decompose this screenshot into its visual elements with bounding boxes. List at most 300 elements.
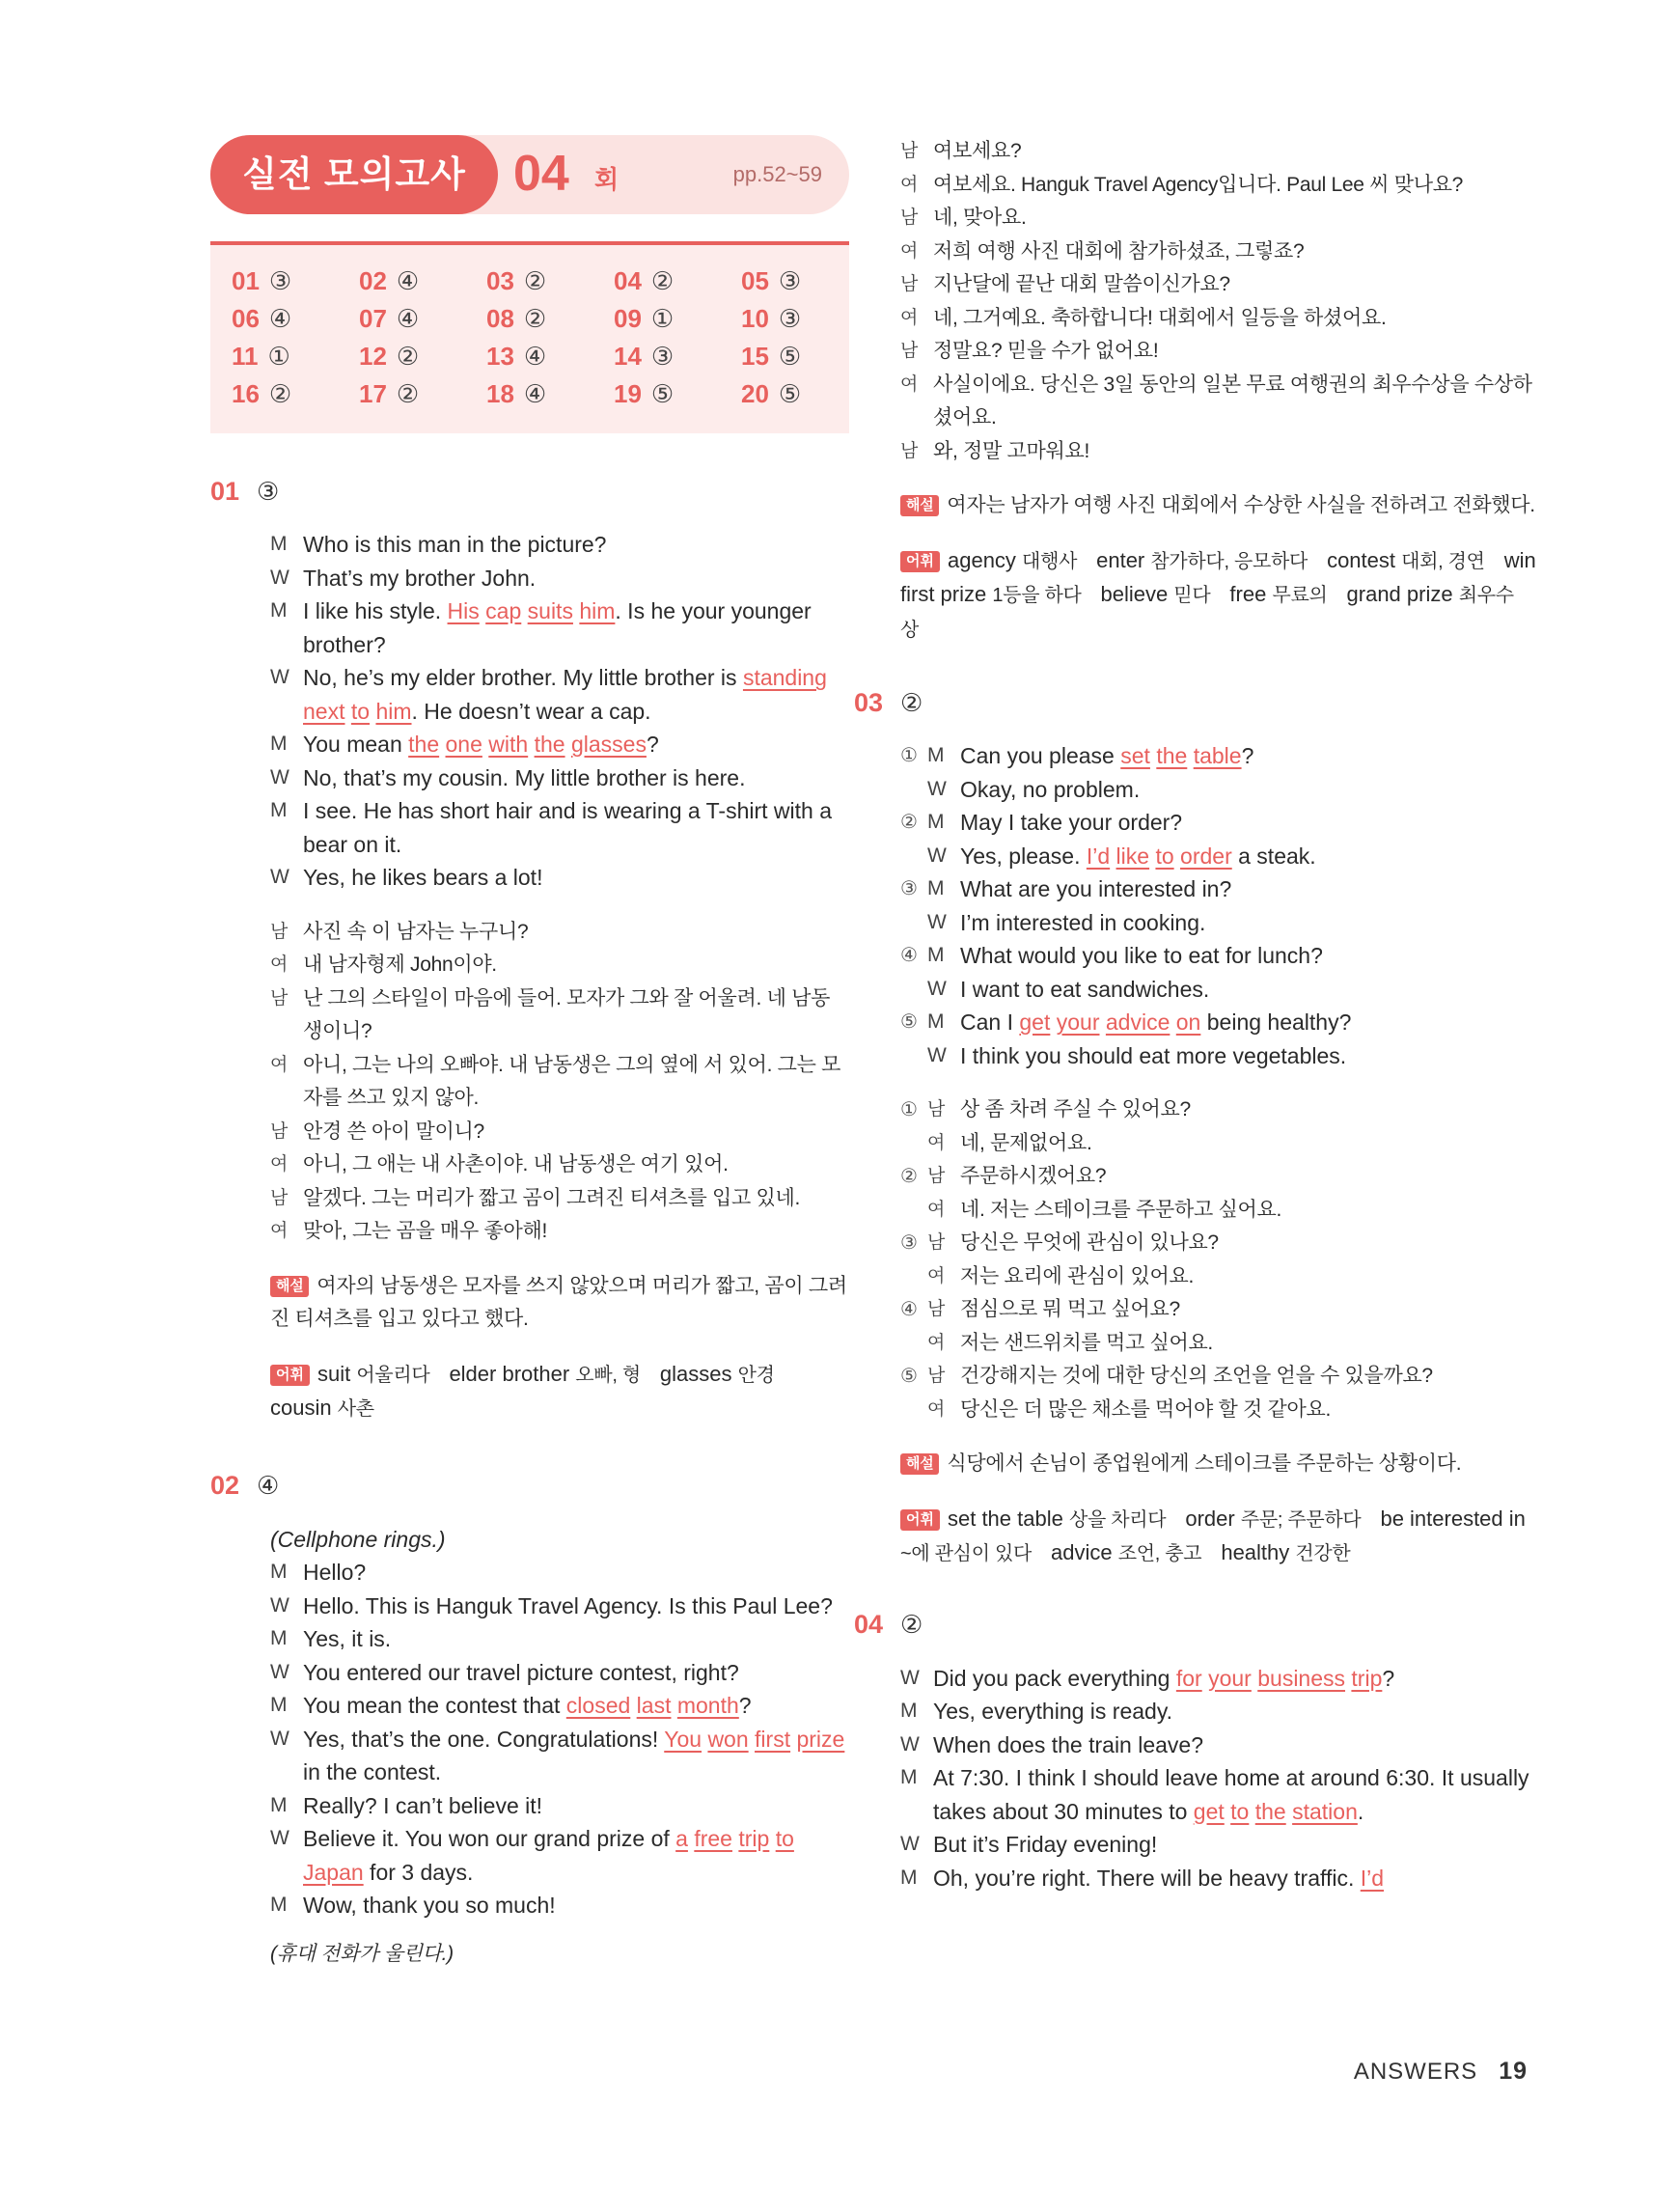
answer-key-number: 08 [486,304,514,333]
question-02-translation [900,135,1537,647]
dialogue-text: Did you pack everything for your business trip? [933,1665,1395,1691]
option-number [900,1127,927,1161]
blank-answer: the [1156,743,1188,768]
speaker-label: 남 [900,274,919,294]
vocabulary-tag: 어휘 [900,1509,940,1531]
translation-text: 난 그의 스타일이 마음에 들어. 모자가 그와 잘 어울려. 네 남동생이니? [303,986,831,1042]
dialogue-line [900,1862,1537,1895]
blank-answer: to [1155,843,1174,869]
translation-line [900,202,1537,235]
vocabulary [900,1503,1537,1571]
spacer [900,1426,1537,1448]
speaker-label: 남 [900,341,919,361]
translation-line [270,1182,847,1216]
option-translation-line [900,1327,1537,1361]
question-03-section [854,681,1537,1571]
dialogue-text: Yes, it is. [303,1626,392,1651]
answer-key-number: 13 [486,342,514,371]
vocab-meaning: 사촌 [337,1398,374,1420]
speaker-label: 여 [927,1332,946,1353]
option-translation-line [900,1227,1537,1260]
speaker-label: M [270,1793,288,1816]
answer-key-item [741,342,868,379]
option-number [900,1194,927,1228]
vocab-meaning: 무료의 [1272,585,1328,606]
speaker-label: W [270,1593,289,1617]
answer-key-number: 04 [614,266,642,295]
dialogue-line [270,661,847,728]
translation-text: 안경 쓴 아이 말이니? [303,1120,484,1143]
question-header [854,681,1537,724]
vocab-word: set the table [947,1506,1069,1531]
translation-line [900,302,1537,336]
option-translation-line [900,1194,1537,1228]
dialogue-line [270,1789,847,1823]
dialogue-text: No, that’s my cousin. My little brother is here. [303,764,746,790]
answer-key-item [232,304,359,342]
question-01-body [270,512,847,1426]
answer-key-choice: ② [396,342,420,371]
option-translation-line [900,1360,1537,1394]
dialogue-text: What are you interested in? [960,876,1232,901]
question-answer: ② [900,687,923,717]
option-number [900,773,927,807]
blank-answer: the [408,732,440,757]
dialogue-text: I see. He has short hair and is wearing a T-shirt with a bear on it. [303,798,833,857]
speaker-label: M [927,744,945,766]
vocab-meaning: 믿다 [1173,585,1211,606]
answer-key-number: 18 [486,379,514,408]
vocab-meaning: 대회, 경연 [1401,550,1485,572]
blank-answer: the [1254,1798,1286,1824]
blank-answer: table [1193,743,1242,768]
answer-key-item [741,266,868,304]
translation-text: 주문하시겠어요? [960,1165,1107,1187]
option-line [900,906,1537,940]
question-01-section [210,470,847,1426]
translation-line [270,1215,847,1249]
speaker-label: M [270,1627,288,1649]
speaker-label: 여 [270,954,289,975]
option-number: ① [900,1099,918,1120]
translation-text: 내 남자형제 John이야. [303,954,497,976]
dialogue-text: Really? I can’t believe it! [303,1792,543,1818]
answer-key-number: 20 [741,379,769,408]
speaker-label: M [927,811,945,833]
blank-answer: get [1019,1009,1051,1035]
translation-line [270,1148,847,1182]
speaker-label: W [270,666,289,688]
option-line [900,973,1537,1007]
speaker-label: M [270,1894,288,1916]
option-number: ⑤ [900,1011,918,1033]
translation-text: 와, 정말 고마워요! [933,439,1090,462]
blank-answer: order [1180,843,1232,869]
translation-text: 여보세요. Hanguk Travel Agency입니다. Paul Lee 씨 맞나요? [933,173,1464,196]
answer-key-item [614,342,741,379]
answer-key-number: 01 [232,266,260,295]
dialogue-text: No, he’s my elder brother. My little brother is standing next to him. He doesn’t wear a cap. [303,665,827,724]
answer-key-choice: ③ [778,266,802,295]
answer-key-item [741,379,868,417]
answer-key-number: 06 [232,304,260,333]
speaker-label: W [270,765,289,788]
blank-answer: I’d [1086,843,1111,869]
dialogue-line [270,1822,847,1889]
answer-key-item [486,266,614,304]
dialogue-text: At 7:30. I think I should leave home at around 6:30. It usually takes about 30 minutes to get to the station. [933,1765,1529,1824]
blank-answer: trip [1351,1665,1383,1691]
answer-key-item [614,379,741,417]
speaker-label: 여 [900,373,919,395]
translation-text: 네, 그거예요. 축하합니다! 대회에서 일등을 하셨어요. [933,306,1387,329]
dialogue-text: Who is this man in the picture? [303,532,607,557]
translation-line [270,1049,847,1116]
spacer [900,1072,1537,1093]
test-number-suffix: 회 [594,165,620,194]
translation-line [900,268,1537,302]
option-translation-line [900,1160,1537,1194]
speaker-label: 남 [927,1299,946,1319]
dialogue-text: Hello. This is Hanguk Travel Agency. Is this Paul Lee? [303,1592,833,1618]
dialogue-text: Believe it. You won our grand prize of a free trip to Japan for 3 days. [303,1826,794,1885]
blank-answer: trip [738,1826,770,1851]
dialogue-line [270,528,847,562]
dialogue-text: You entered our travel picture contest, right? [303,1659,739,1685]
speaker-label: 남 [900,440,919,461]
answer-key-number: 12 [359,342,387,371]
spacer [900,523,1537,544]
blank-answer: free [694,1826,732,1851]
option-translation-line [900,1260,1537,1294]
vocab-meaning: ~에 관심이 있다 [900,1543,1033,1564]
stage-direction-translation [270,1938,847,1972]
translation-text: 네, 맞아요. [933,207,1027,229]
answer-key-number: 19 [614,379,642,408]
question-header [210,470,847,512]
answer-key-choice: ② [396,379,420,408]
answer-key-item [359,379,486,417]
option-line [900,872,1537,906]
translation-text: 지난달에 끝난 대회 말씀이신가요? [933,273,1230,295]
spacer [900,1646,1537,1662]
answer-key-choice: ④ [396,304,420,333]
blank-answer: first [755,1726,791,1752]
vocab-meaning: 조언, 충고 [1117,1543,1202,1564]
speaker-label: 남 [270,921,289,942]
blank-answer: like [1115,843,1150,869]
translation-line [900,169,1537,203]
dialogue-text: Wow, thank you so much! [303,1893,556,1918]
vocabulary [270,1358,847,1426]
stage-direction: (Cellphone rings.) [270,1526,446,1552]
speaker-label: 남 [900,207,919,228]
test-number: 04 [513,146,569,202]
blank-answer: glasses [570,732,647,757]
spacer [900,1481,1537,1503]
translation-line [900,435,1537,469]
translation-text: 알겠다. 그는 머리가 짧고 곰이 그려진 티셔츠를 입고 있네. [303,1186,801,1209]
vocab-meaning: 상을 차리다 [1068,1508,1167,1531]
left-column [210,135,847,1971]
explanation [270,1270,847,1337]
vocab-meaning: 1등을 하다 [992,585,1082,606]
translation-line [270,1116,847,1149]
answer-key-item [486,379,614,417]
answer-key-choice: ④ [268,304,292,333]
explanation [900,1448,1537,1481]
footer-label: ANSWERS [1353,2059,1478,2085]
spacer [270,1337,847,1358]
answer-key-choice: ⑤ [778,342,802,371]
translation-text: 상 좀 차려 주실 수 있어요? [960,1098,1191,1120]
blank-answer: cap [485,598,522,623]
answer-key-item [486,304,614,342]
vocabulary [900,544,1537,648]
answer-key-number: 15 [741,342,769,371]
blank-answer: prize [796,1726,845,1752]
vocab-word: contest [1327,547,1402,572]
option-number: ④ [900,1299,918,1320]
answer-key-choice: ③ [650,342,675,371]
blank-answer: your [1208,1665,1252,1691]
answer-key-choice: ② [268,379,292,408]
translation-line [270,916,847,950]
question-number: 01 [210,476,240,506]
dialogue-text: Yes, he likes bears a lot! [303,865,543,890]
explanation-text: 식당에서 손님이 종업원에게 스테이크를 주문하는 상황이다. [947,1452,1462,1475]
answer-key-item [359,342,486,379]
dialogue-text: I’m interested in cooking. [960,909,1206,935]
translation-text: 저는 샌드위치를 먹고 싶어요. [960,1331,1213,1354]
right-column [854,135,1537,1894]
answer-key-number: 09 [614,304,642,333]
option-number: ④ [900,945,918,966]
explanation-tag: 해설 [900,1453,939,1475]
blank-answer: to [350,698,371,724]
blank-answer: on [1175,1009,1201,1035]
explanation-text: 여자의 남동생은 모자를 쓰지 않았으며 머리가 짧고, 곰이 그려진 티셔츠를 입고 있다고 했다. [270,1274,847,1330]
answer-key-number: 14 [614,342,642,371]
blank-answer: month [676,1693,739,1718]
answer-key-number: 03 [486,266,514,295]
blank-answer: him [375,698,412,724]
translation-text: 건강해지는 것에 대한 당신의 조언을 얻을 수 있을까요? [960,1365,1433,1387]
dialogue-line [270,861,847,895]
blank-answer: You [664,1726,702,1752]
dialogue-line [270,1723,847,1789]
translation-text: 점심으로 뭐 먹고 싶어요? [960,1298,1180,1320]
translation-text: 여보세요? [933,140,1022,162]
dialogue-text: But it’s Friday evening! [933,1832,1158,1857]
translation-text: 정말요? 믿을 수가 없어요! [933,340,1159,362]
speaker-label: M [270,799,288,821]
vocab-meaning: 오빠, 형 [575,1364,641,1386]
translation-text: 아니, 그는 나의 오빠야. 내 남동생은 그의 옆에 서 있어. 그는 모자를 쓰고 있지 않아. [303,1053,841,1109]
dialogue-line [270,1556,847,1590]
blank-answer: business [1257,1665,1346,1691]
page-footer [1354,2058,1528,2086]
blank-answer: with [488,732,529,757]
translation-text: 저는 요리에 관심이 있어요. [960,1264,1194,1287]
translation-text: (휴대 전화가 울린다.) [270,1942,454,1965]
blank-answer: him [579,598,616,623]
vocab-word: healthy [1221,1540,1296,1564]
speaker-label: 여 [900,307,919,328]
page-range: pp.52~59 [732,162,822,186]
dialogue-line [900,1728,1537,1762]
speaker-label: M [270,599,288,622]
blank-answer: won [707,1726,749,1752]
speaker-label: M [900,1866,918,1889]
answer-key-item [359,266,486,304]
explanation-text: 여자는 남자가 여행 사진 대회에서 수상한 사실을 전하려고 전화했다. [947,494,1535,516]
option-number [900,1260,927,1294]
vocab-word: believe [1100,582,1174,606]
vocab-meaning: 대행사 [1022,550,1078,572]
question-answer: ③ [257,476,280,506]
answer-key-choice: ④ [523,342,547,371]
vocab-word: win first prize [900,547,1536,606]
spacer [270,512,847,528]
answer-key-number: 02 [359,266,387,295]
question-number: 04 [854,1610,884,1639]
option-number [900,1327,927,1361]
answer-key-item [359,304,486,342]
answer-key-choice: ② [650,266,675,295]
speaker-label: 여 [927,1132,946,1153]
vocab-meaning: 참가하다, 응모하다 [1150,550,1308,572]
dialogue-text: Can I get your advice on being healthy? [960,1009,1352,1035]
speaker-label: M [900,1700,918,1722]
spacer [900,468,1537,489]
blank-answer: set [1120,743,1150,768]
question-answer: ④ [257,1471,280,1500]
explanation [900,489,1537,523]
option-number: ② [900,1166,918,1187]
dialogue-text: Can you please set the table? [960,743,1254,768]
speaker-label: W [927,977,947,1000]
dialogue-line [270,794,847,861]
vocab-meaning: 안경 [737,1364,775,1386]
vocab-word: glasses [659,1361,738,1386]
translation-text: 네. 저는 스테이크를 주문하고 싶어요. [960,1198,1281,1221]
spacer [900,724,1537,739]
dialogue-line [270,1656,847,1690]
dialogue-text: When does the train leave? [933,1731,1204,1757]
translation-text: 당신은 무엇에 관심이 있나요? [960,1231,1219,1254]
answer-key-choice: ① [267,342,290,371]
speaker-label: 여 [900,240,919,262]
blank-answer: I’d [1360,1865,1385,1891]
speaker-label: W [270,566,289,589]
dialogue-text: Hello? [303,1560,367,1585]
option-number [900,973,927,1007]
speaker-label: M [927,1010,945,1033]
blank-answer: the [534,732,565,757]
translation-text: 사진 속 이 남자는 누구니? [303,920,529,943]
question-02-section [210,1465,847,1972]
answer-key-item [232,266,359,304]
dialogue-text: Oh, you’re right. There will be heavy traffic. I’d [933,1865,1385,1891]
translation-text: 맞아, 그는 곰을 매우 좋아해! [303,1220,548,1242]
option-number [900,906,927,940]
answer-key-choice: ① [650,304,675,333]
spacer [270,1249,847,1270]
speaker-label: 여 [900,174,919,195]
speaker-label: 여 [270,1221,289,1241]
dialogue-line [270,594,847,661]
dialogue-text: You mean the contest that closed last month? [303,1693,752,1718]
speaker-label: M [270,1694,288,1716]
option-number [900,840,927,873]
translation-text: 네, 문제없어요. [960,1131,1092,1154]
blank-answer: get [1193,1798,1225,1824]
dialogue-line [270,562,847,595]
speaker-label: 남 [270,1120,289,1142]
translation-text: 저희 여행 사진 대회에 참가하셨죠, 그렇죠? [933,239,1305,263]
vocab-meaning: 최우수상 [900,585,1514,641]
speaker-label: M [927,944,945,966]
speaker-label: M [270,533,288,555]
explanation-tag: 해설 [900,495,939,516]
dialogue-line [270,1689,847,1723]
speaker-label: 남 [270,987,289,1009]
answer-key-choice: ④ [396,266,420,295]
spacer [270,895,847,916]
answer-key-choice: ② [523,304,547,333]
vocab-word: grand prize [1346,582,1459,606]
option-number: ⑤ [900,1366,918,1387]
answer-key-choice: ⑤ [650,379,675,408]
blank-answer: next [303,698,345,724]
speaker-label: 남 [900,141,919,161]
vocab-meaning: 주문; 주문하다 [1240,1508,1362,1531]
option-number: ③ [900,878,918,899]
answer-key-choice: ④ [523,379,547,408]
blank-answer: Japan [303,1859,364,1885]
dialogue-line [900,1828,1537,1862]
dialogue-line [900,1662,1537,1696]
spacer [270,1922,847,1938]
blank-answer: a [675,1826,688,1851]
translation-text: 아니, 그 애는 내 사촌이야. 내 남동생은 여기 있어. [303,1153,729,1175]
speaker-label: 여 [270,1154,289,1175]
speaker-label: W [900,1833,920,1855]
speaker-label: W [927,777,947,800]
dialogue-text: Okay, no problem. [960,776,1141,802]
answer-key-choice: ② [523,266,547,295]
option-number [900,1039,927,1073]
answer-key-item [486,342,614,379]
answer-key-item [741,304,868,342]
page-number: 19 [1499,2058,1528,2085]
speaker-label: W [927,1043,947,1066]
dialogue-line [270,761,847,795]
dialogue-text: Yes, everything is ready. [933,1699,1173,1724]
dialogue-text: May I take your order? [960,810,1183,835]
speaker-label: 남 [927,1099,946,1120]
blank-answer: last [636,1693,672,1718]
blank-answer: to [775,1826,794,1851]
dialogue-text: You mean the one with the glasses? [303,732,659,757]
option-number: ③ [900,1232,918,1254]
question-04-section [854,1604,1537,1895]
question-number: 03 [854,687,884,717]
speaker-label: 여 [927,1199,946,1220]
spacer [270,1507,847,1523]
speaker-label: M [270,733,288,755]
